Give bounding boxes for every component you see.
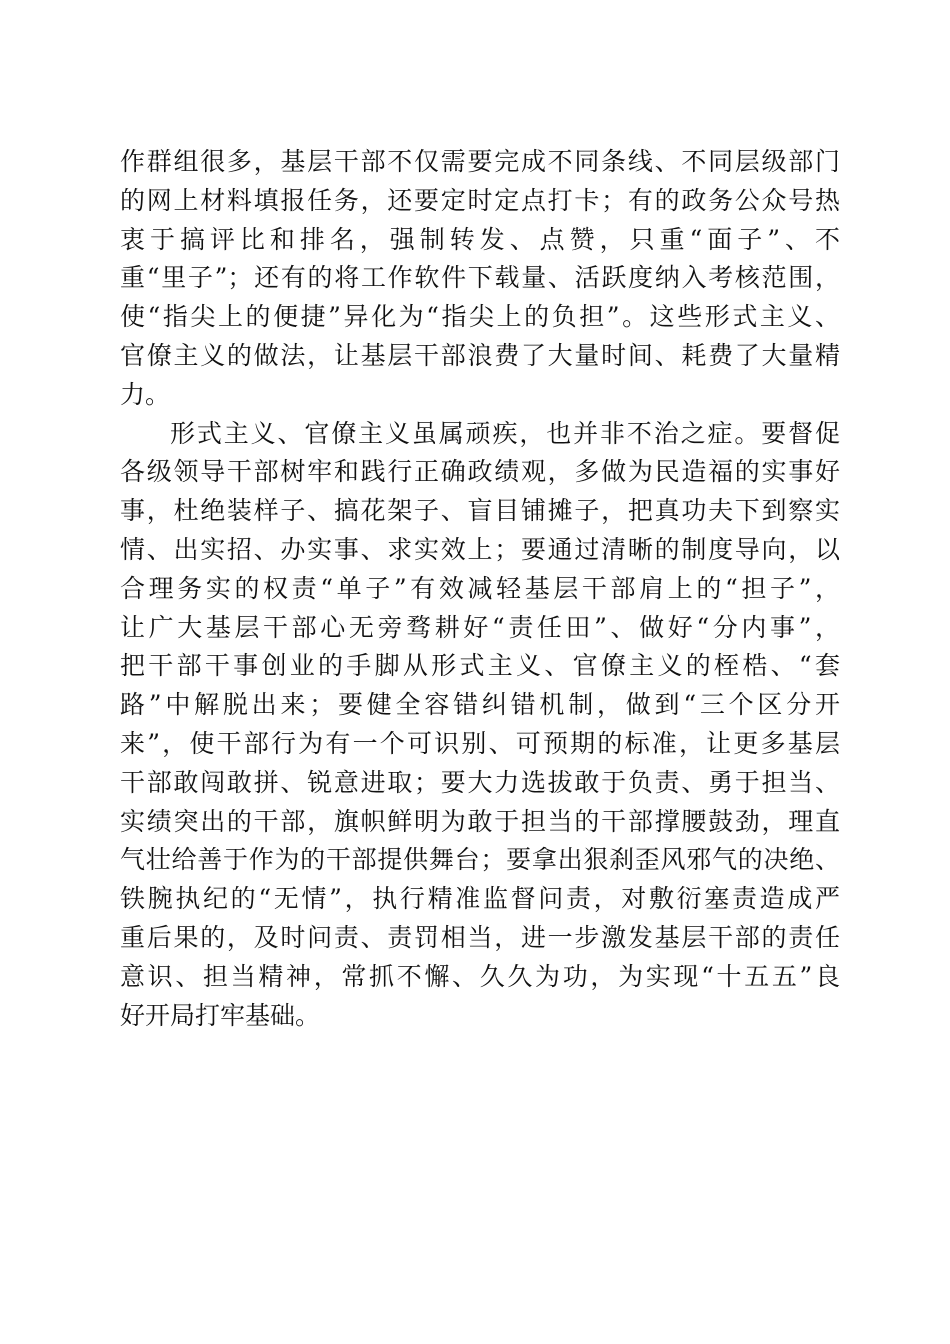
paragraph-line: 情、出实招、办实事、求实效上；要通过清晰的制度导向，以 xyxy=(120,534,840,564)
paragraph-line: 铁腕执纪的“无情”，执行精准监督问责，对敷衍塞责造成严 xyxy=(120,884,840,914)
paragraph-line: 合理务实的权责“单子”有效减轻基层干部肩上的“担子”， xyxy=(120,573,840,603)
paragraph-line: 官僚主义的做法，让基层干部浪费了大量时间、耗费了大量精 xyxy=(120,340,840,370)
paragraph-line: 的网上材料填报任务，还要定时定点打卡；有的政务公众号热 xyxy=(120,185,840,215)
paragraph-line: 路”中解脱出来；要健全容错纠错机制，做到“三个区分开 xyxy=(120,690,840,720)
paragraph-line: 使“指尖上的便捷”异化为“指尖上的负担”。这些形式主义、 xyxy=(120,302,840,332)
paragraph-line: 好开局打牢基础。 xyxy=(120,1000,321,1030)
paragraph-line: 重后果的，及时问责、责罚相当，进一步激发基层干部的责任 xyxy=(120,922,840,952)
paragraph-line: 来”，使干部行为有一个可识别、可预期的标准，让更多基层 xyxy=(120,728,840,758)
paragraph-line: 意识、担当精神，常抓不懈、久久为功，为实现“十五五”良 xyxy=(120,961,840,991)
paragraph-line: 把干部干事创业的手脚从形式主义、官僚主义的桎梏、“套 xyxy=(120,651,840,681)
paragraph-line: 力。 xyxy=(120,379,171,409)
paragraph-line: 让广大基层干部心无旁骛耕好“责任田”、做好“分内事”， xyxy=(120,612,840,642)
paragraph-line: 事，杜绝装样子、搞花架子、盲目铺摊子，把真功夫下到察实 xyxy=(120,496,840,526)
document-body xyxy=(120,143,840,1035)
paragraph-1 xyxy=(120,143,840,415)
paragraph-2 xyxy=(120,415,840,1036)
paragraph-line: 各级领导干部树牢和践行正确政绩观，多做为民造福的实事好 xyxy=(120,457,840,487)
paragraph-line: 重“里子”；还有的将工作软件下载量、活跃度纳入考核范围， xyxy=(120,263,840,293)
paragraph-line: 干部敢闯敢拼、锐意进取；要大力选拔敢于负责、勇于担当、 xyxy=(120,767,840,797)
paragraph-line: 气壮给善于作为的干部提供舞台；要拿出狠刹歪风邪气的决绝、 xyxy=(120,845,840,875)
paragraph-line: 衷于搞评比和排名，强制转发、点赞，只重“面子”、不 xyxy=(120,224,840,254)
paragraph-line: 形式主义、官僚主义虽属顽疾，也并非不治之症。要督促 xyxy=(170,418,840,448)
paragraph-line: 实绩突出的干部，旗帜鲜明为敢于担当的干部撑腰鼓劲，理直 xyxy=(120,806,840,836)
paragraph-line: 作群组很多，基层干部不仅需要完成不同条线、不同层级部门 xyxy=(120,147,840,176)
